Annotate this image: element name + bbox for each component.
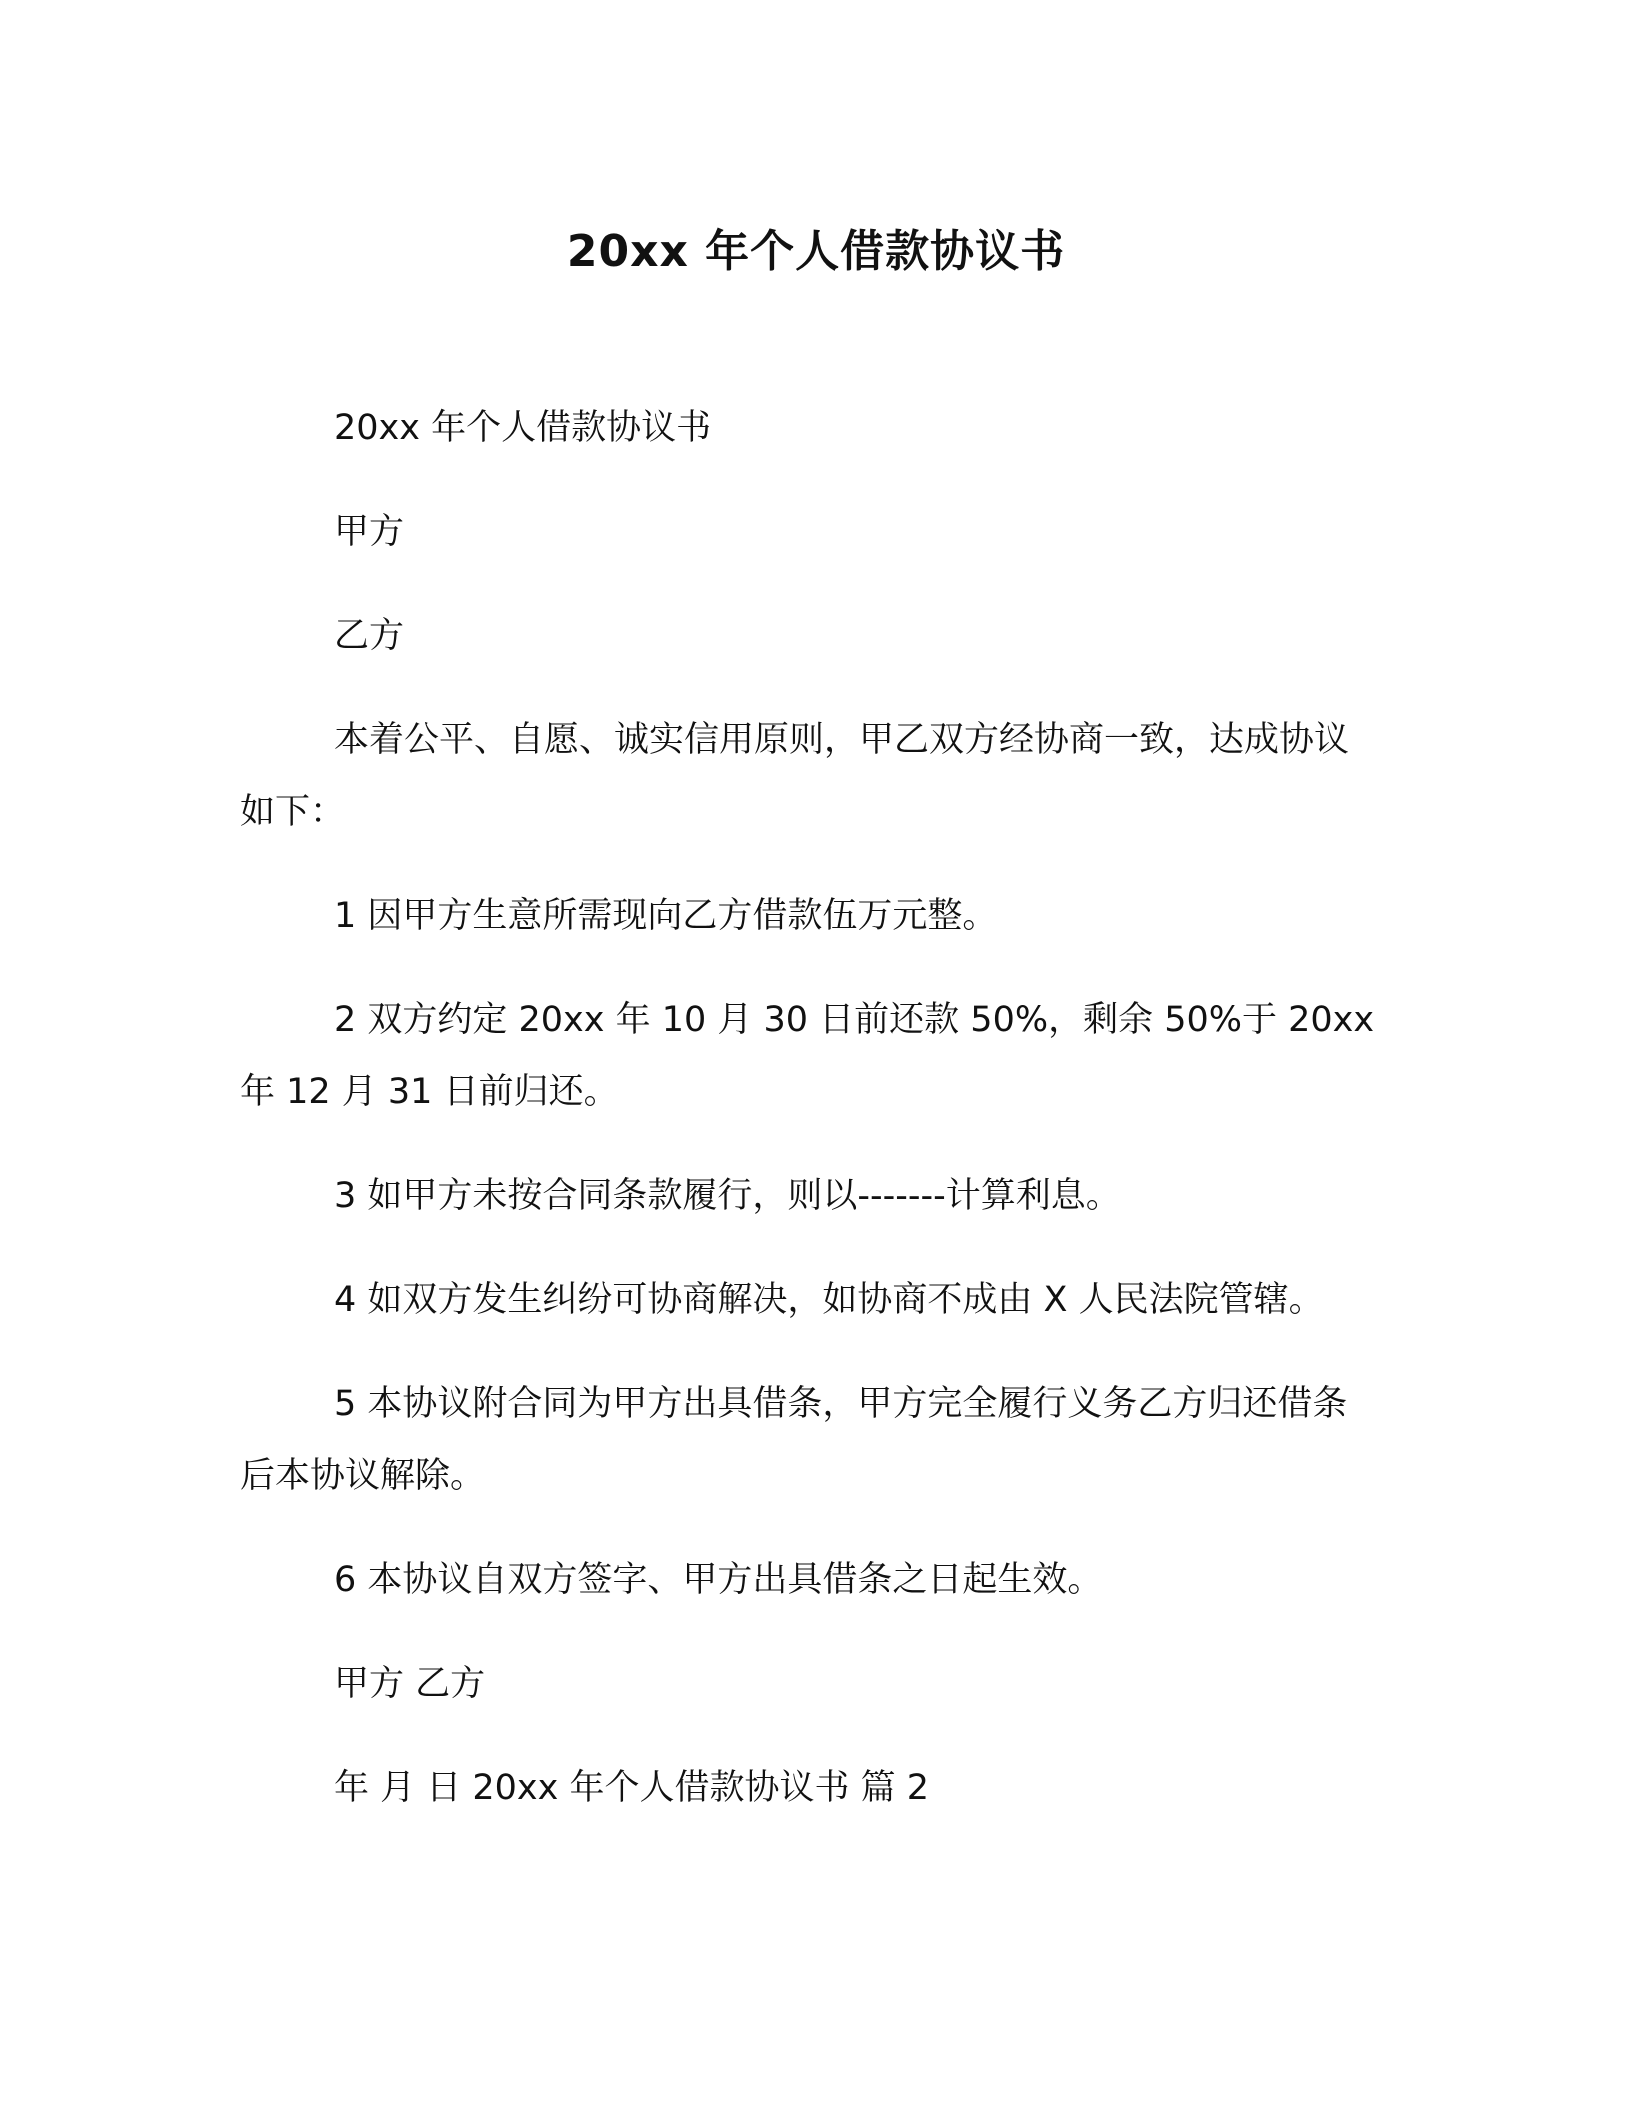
document-title: 20xx 年个人借款协议书	[566, 226, 1066, 277]
paragraph-clause-4: 4 如双方发生纠纷可协商解决，如协商不成由 X 人民法院管辖。	[334, 1280, 1324, 1320]
paragraph-party-b: 乙方	[334, 616, 405, 656]
paragraph-clause-1: 1 因甲方生意所需现向乙方借款伍万元整。	[334, 896, 998, 936]
paragraph-clause-3: 3 如甲方未按合同条款履行，则以-------计算利息。	[334, 1176, 1121, 1216]
paragraph-preamble: 本着公平、自愿、诚实信用原则，甲乙双方经协商一致，达成协议如下：	[240, 720, 1350, 832]
paragraph-signatures: 甲方 乙方	[334, 1664, 486, 1704]
document-body	[240, 392, 1380, 1856]
paragraph-clause-5: 5 本协议附合同为甲方出具借条，甲方完全履行义务乙方归还借条后本协议解除。	[240, 1384, 1348, 1496]
paragraph-clause-6: 6 本协议自双方签字、甲方出具借条之日起生效。	[334, 1560, 1103, 1600]
paragraph-subtitle: 20xx 年个人借款协议书	[334, 408, 712, 448]
paragraph-party-a: 甲方	[334, 512, 405, 552]
paragraph-date-next-section: 年 月 日 20xx 年个人借款协议书 篇 2	[334, 1768, 929, 1808]
paragraph-clause-2: 2 双方约定 20xx 年 10 月 30 日前还款 50%，剩余 50%于 20xx 年 12 月 31 日前归还。	[240, 1000, 1375, 1112]
